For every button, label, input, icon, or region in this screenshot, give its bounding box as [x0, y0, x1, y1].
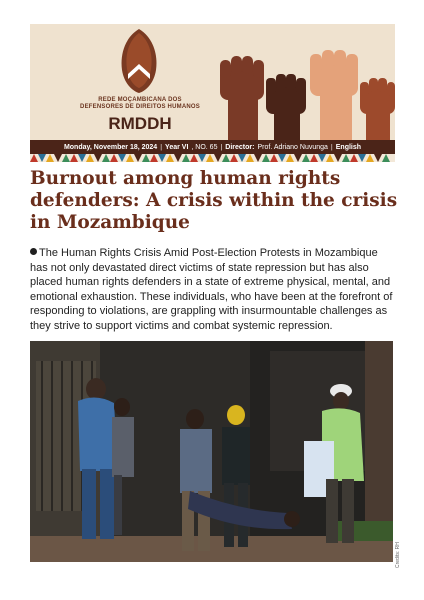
issue-year: Year VI [165, 143, 189, 151]
separator: | [220, 143, 223, 151]
director-label: Director: [225, 143, 255, 151]
protest-photo-illustration [30, 341, 393, 562]
org-name-line1: REDE MOÇAMBICANA DOS [98, 97, 182, 103]
photo-credit: Credits: RH [395, 542, 401, 568]
org-name-line2: DEFENSORES DE DIREITOS HUMANOS [80, 104, 200, 110]
masthead-banner [30, 24, 395, 140]
issue-number: , NO. 65 [191, 143, 218, 151]
article-lead [30, 246, 396, 334]
director-name: Prof. Adriano Nuvunga [257, 143, 328, 151]
protest-photo [30, 341, 393, 562]
issue-date: Monday, November 18, 2024 [63, 143, 158, 151]
raised-fists-icon [216, 44, 395, 140]
org-acronym: RMDDH [108, 114, 172, 133]
issue-dateline [30, 140, 395, 154]
shield-chevron-icon [119, 28, 159, 94]
separator: | [330, 143, 333, 151]
language-label: English [335, 143, 362, 151]
article-lead-text: The Human Rights Crisis Amid Post-Election Protests in Mozambique has not only devastated direct victims of state repression but has also placed human rights defenders in a state of extreme physical, mental, and emotional exhaustion. These individuals, who have been at the forefront of responding to violations, are grappling with insurmountable challenges as they strive to support victims and combat systemic repression. [30, 247, 393, 332]
article-title: Burnout among human rights defenders: A crisis within the crisis in Mozambique [30, 168, 398, 233]
decorative-pattern-strip [30, 154, 395, 162]
separator: | [160, 143, 163, 151]
bullet-icon [30, 248, 37, 255]
